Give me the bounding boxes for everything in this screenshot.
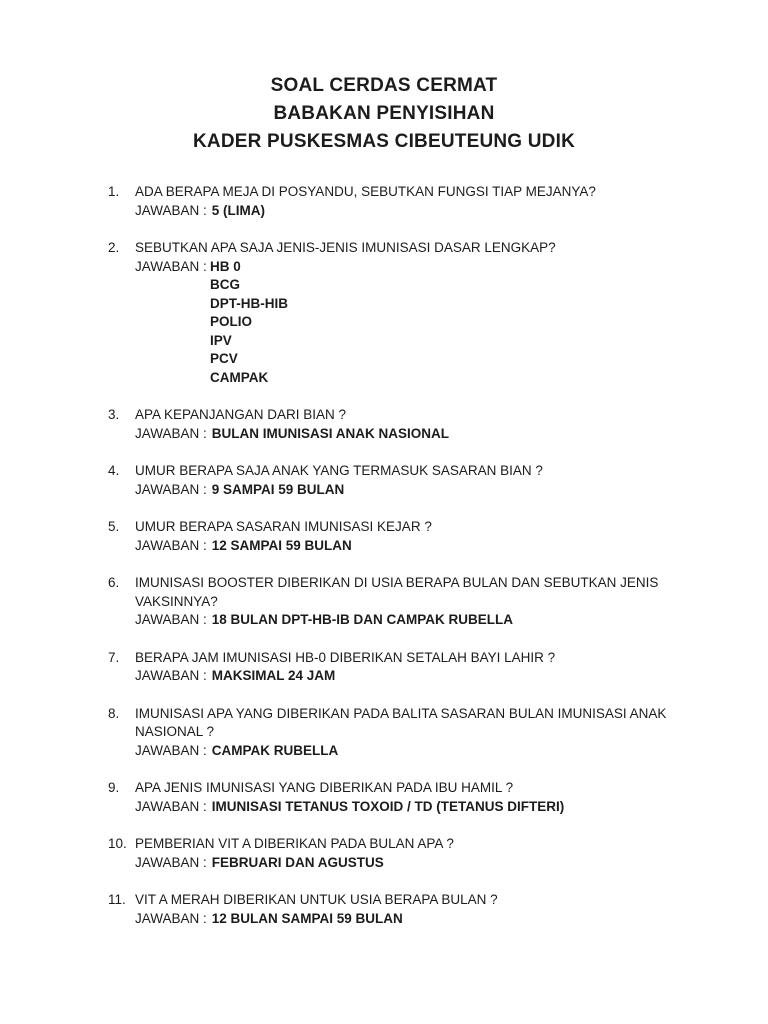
question-item-10 — [108, 835, 696, 872]
question-number: 1. — [108, 184, 120, 199]
answer-text: MAKSIMAL 24 JAM — [211, 668, 336, 683]
question-text: PEMBERIAN VIT A DIBERIKAN PADA BULAN APA ? — [135, 836, 454, 851]
answer-line — [135, 202, 696, 221]
answer-list-item: CAMPAK — [210, 369, 269, 385]
answer-label: JAWABAN : — [135, 798, 207, 814]
question-number: 8. — [108, 705, 120, 721]
answer-label: JAWABAN : — [135, 612, 207, 627]
answer-text: BULAN IMUNISASI ANAK NASIONAL — [211, 425, 450, 441]
question-text: UMUR BERAPA SASARAN IMUNISASI KEJAR ? — [135, 519, 432, 534]
answer-line — [135, 854, 696, 873]
question-text: APA KEPANJANGAN DARI BIAN ? — [135, 407, 347, 422]
answer-label: JAWABAN : — [135, 742, 207, 758]
question-list — [0, 183, 696, 928]
question-number: 3. — [108, 407, 120, 422]
answer-line — [135, 742, 696, 761]
answer-line — [135, 667, 696, 686]
answer-text: CAMPAK RUBELLA — [211, 742, 339, 758]
answer-label: JAWABAN : — [135, 537, 207, 553]
question-text: ADA BERAPA MEJA DI POSYANDU, SEBUTKAN FUNGSI TIAP MEJANYA? — [135, 184, 596, 199]
question-number: 2. — [108, 240, 120, 255]
answer-list-item: POLIO — [210, 314, 253, 329]
question-text: UMUR BERAPA SAJA ANAK YANG TERMASUK SASARAN BIAN ? — [135, 463, 543, 478]
question-number: 5. — [108, 519, 120, 534]
answer-text: 18 BULAN DPT-HB-IB DAN CAMPAK RUBELLA — [211, 612, 514, 627]
question-number: 6. — [108, 575, 120, 590]
answer-text: 12 BULAN SAMPAI 59 BULAN — [211, 910, 403, 926]
answer-line — [135, 481, 696, 500]
question-number: 11. — [108, 892, 126, 907]
answer-text: 12 SAMPAI 59 BULAN — [211, 537, 352, 553]
answer-line — [135, 611, 696, 630]
answer-list-item: BCG — [210, 277, 240, 292]
answer-label: JAWABAN : — [135, 910, 207, 926]
question-item-7 — [108, 649, 696, 686]
question-item-2 — [108, 239, 696, 387]
question-text: IMUNISASI APA YANG DIBERIKAN PADA BALITA SASARAN BULAN IMUNISASI ANAK NASIONAL ? — [135, 705, 667, 739]
title-line-3: KADER PUSKESMAS CIBEUTEUNG UDIK — [192, 131, 575, 152]
answer-list-item: PCV — [210, 351, 238, 366]
answer-label: JAWABAN : — [135, 202, 207, 218]
question-item-11 — [108, 891, 696, 928]
question-item-9 — [108, 779, 696, 816]
question-item-1 — [108, 183, 696, 220]
question-text: APA JENIS IMUNISASI YANG DIBERIKAN PADA IBU HAMIL ? — [135, 780, 514, 795]
answer-text: 5 (LIMA) — [211, 202, 266, 218]
question-number: 4. — [108, 463, 120, 478]
answer-label: JAWABAN : — [135, 854, 207, 870]
answer-label: JAWABAN : — [135, 481, 207, 497]
answer-label: JAWABAN : — [135, 258, 207, 274]
answer-list — [210, 258, 288, 388]
question-item-4 — [108, 462, 696, 499]
answer-label: JAWABAN : — [135, 425, 207, 441]
question-text: SEBUTKAN APA SAJA JENIS-JENIS IMUNISASI DASAR LENGKAP? — [135, 240, 556, 255]
answer-text: 9 SAMPAI 59 BULAN — [211, 481, 345, 497]
answer-text: FEBRUARI DAN AGUSTUS — [211, 854, 384, 870]
answer-line — [135, 258, 696, 388]
answer-list-item: HB 0 — [210, 258, 241, 274]
question-text: VIT A MERAH DIBERIKAN UNTUK USIA BERAPA BULAN ? — [135, 892, 498, 907]
question-item-6 — [108, 574, 696, 630]
answer-list-item: DPT-HB-HIB — [210, 295, 288, 311]
question-number: 7. — [108, 649, 120, 665]
answer-label: JAWABAN : — [135, 668, 207, 683]
question-text: IMUNISASI BOOSTER DIBERIKAN DI USIA BERAPA BULAN DAN SEBUTKAN JENIS VAKSINNYA? — [135, 575, 659, 609]
answer-line — [135, 425, 696, 444]
question-number: 10. — [108, 836, 127, 851]
question-text: BERAPA JAM IMUNISASI HB-0 DIBERIKAN SETALAH BAYI LAHIR ? — [135, 649, 556, 665]
question-number: 9. — [108, 780, 120, 795]
title-line-1: SOAL CERDAS CERMAT — [270, 75, 498, 96]
document-title — [0, 0, 768, 156]
question-item-3 — [108, 406, 696, 443]
answer-text: IMUNISASI TETANUS TOXOID / TD (TETANUS DIFTERI) — [211, 798, 565, 814]
answer-line — [135, 910, 696, 929]
answer-list-item: IPV — [210, 332, 232, 348]
answer-line — [135, 537, 696, 556]
question-item-8 — [108, 705, 696, 761]
question-item-5 — [108, 518, 696, 555]
title-line-2: BABAKAN PENYISIHAN — [273, 103, 495, 124]
answer-line — [135, 798, 696, 817]
